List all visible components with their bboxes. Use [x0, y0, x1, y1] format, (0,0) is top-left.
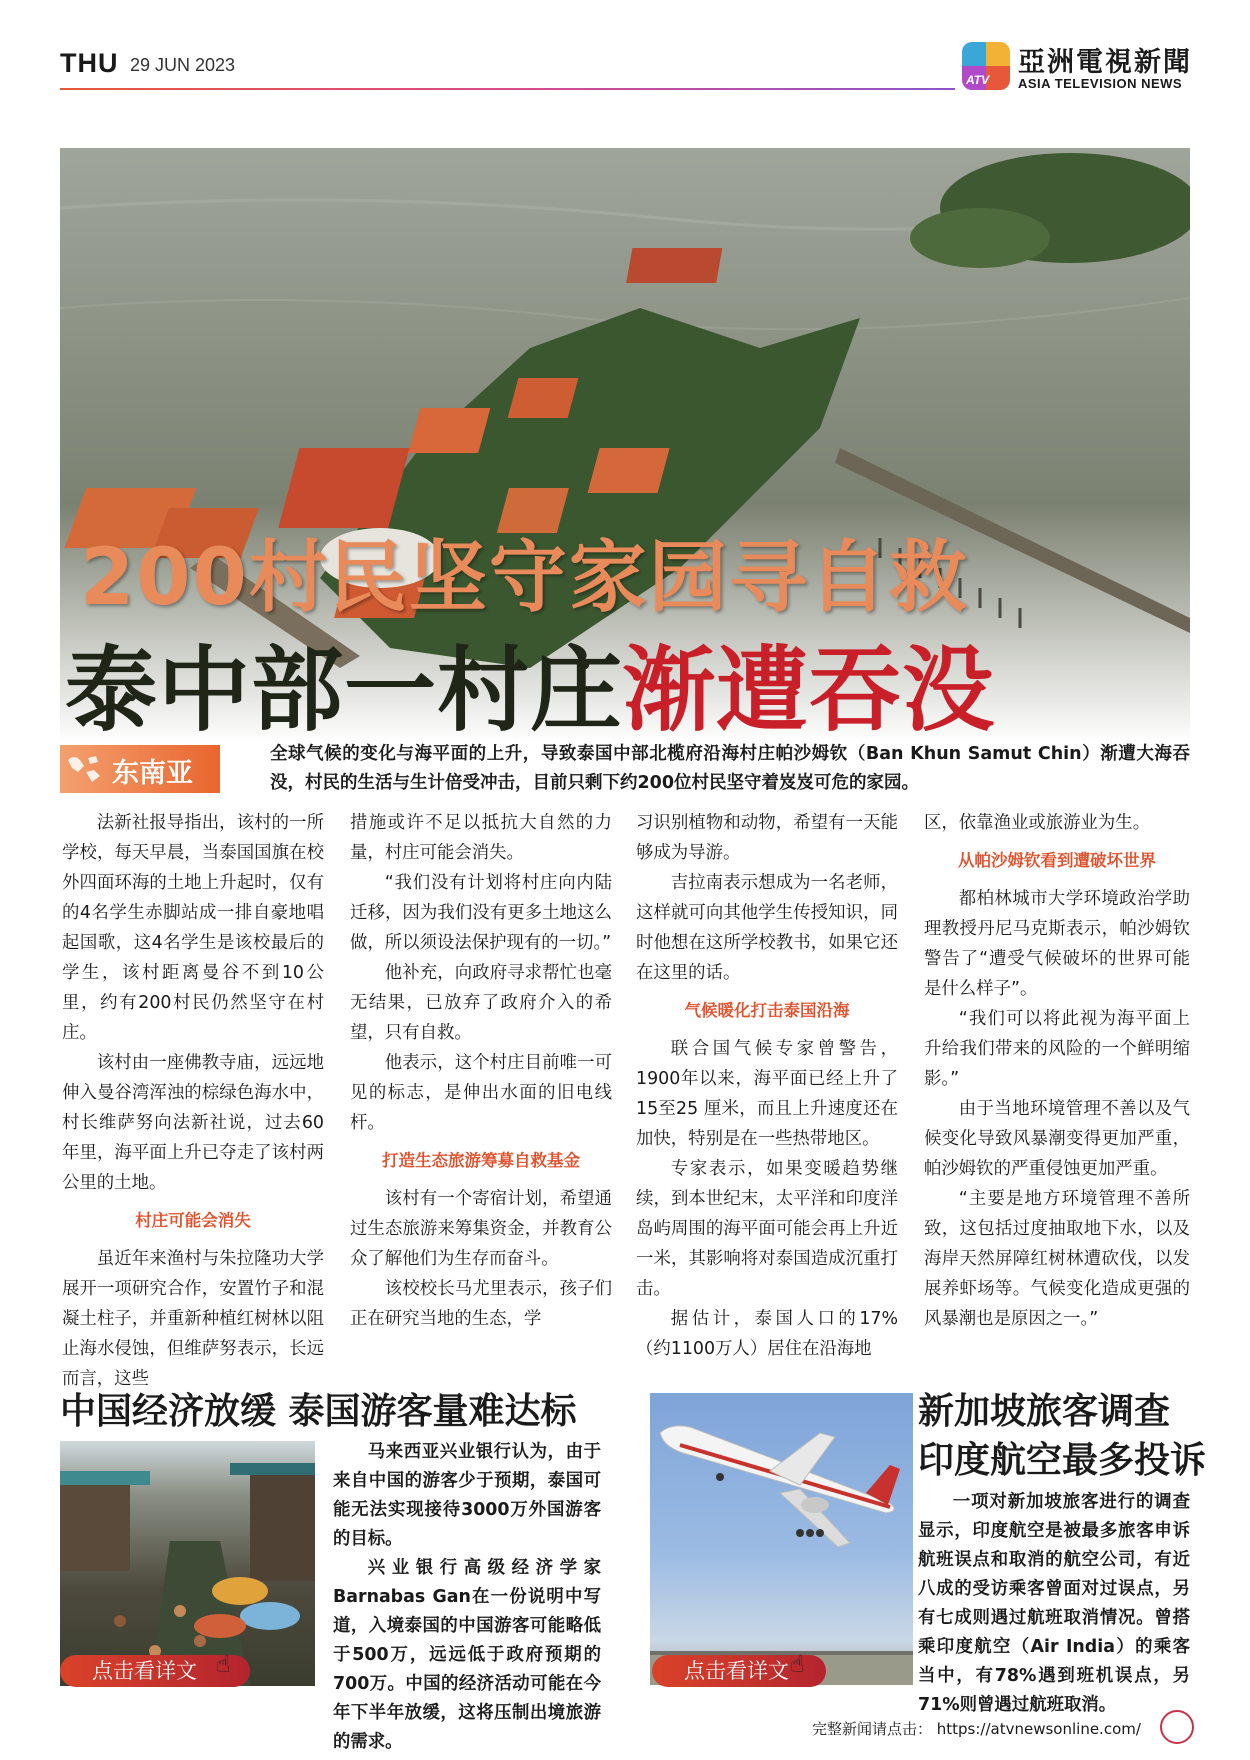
paragraph: 他表示，这个村庄目前唯一可见的标志，是伸出水面的旧电线杆。 — [350, 1053, 612, 1133]
headline-main-dark: 泰中部一村庄 — [65, 637, 624, 744]
globe-icon — [1160, 1710, 1194, 1744]
paragraph: 一项对新加坡旅客进行的调查显示，印度航空是被最多旅客申诉航班误点和取消的航空公司，有近八成的受访乘客曾面对过误点，另有七成则遇过航班取消情况。曾搭乘印度航空（Air India）的乘客当中，有78%遇到班机误点，另71%则曾遇过航班取消。 — [918, 1492, 1190, 1715]
headline-main-red: 渐遭吞没 — [623, 637, 996, 744]
story3-body — [918, 1488, 1190, 1720]
subheading: 从帕沙姆钦看到遭破坏世界 — [958, 851, 1156, 870]
paragraph: 吉拉南表示想成为一名老师，这样就可向其他学生传授知识，同时他想在这所学校教书，如果它还在这里的话。 — [636, 873, 898, 983]
story3-title-line1: 新加坡旅客调查 — [918, 1391, 1171, 1432]
paragraph: 联合国气候专家曾警告，1900年以来，海平面已经上升了15至25 厘米，而且上升速度还在加快，特别是在一些热带地区。 — [636, 1039, 898, 1149]
paragraph: 专家表示，如果变暖趋势继续，到本世纪末，太平洋和印度洋岛屿周围的海平面可能会再上升近一米，其影响将对泰国造成沉重打击。 — [636, 1159, 898, 1299]
story2-read-more-button[interactable]: 点击看详文 — [60, 1655, 250, 1687]
paragraph: 该村有一个寄宿计划，希望通过生态旅游来筹集资金，并教育公众了解他们为生存而奋斗。 — [350, 1189, 612, 1269]
lead-paragraph: 全球气候的变化与海平面的上升，导致泰国中部北榄府沿海村庄帕沙姆钦（Ban Khun Samut Chin）渐遭大海吞没，村民的生活与生计倍受冲击，目前只剩下约200位村民坚守着岌岌可危的家园。 — [270, 744, 1190, 793]
story3-read-more-button[interactable]: 点击看详文 — [652, 1655, 826, 1687]
paragraph: 马来西亚兴业银行认为，由于来自中国的游客少于预期，泰国可能无法实现接待3000万外国游客的目标。 — [333, 1442, 601, 1549]
logo-title-cn: 亞洲電視新聞 — [1018, 47, 1192, 78]
subheading: 村庄可能会消失 — [135, 1211, 251, 1230]
paragraph: 虽近年来渔村与朱拉隆功大学展开一项研究合作，安置竹子和混凝土柱子，并重新种植红树林以阻止海水侵蚀，但维萨努表示，长远而言，这些 — [62, 1249, 324, 1389]
article-column-2 — [350, 808, 612, 1334]
article-column-4 — [924, 808, 1190, 1334]
paragraph: 习识别植物和动物，希望有一天能够成为导游。 — [636, 813, 898, 863]
paragraph: 由于当地环境管理不善以及气候变化导致风暴潮变得更加严重，帕沙姆钦的严重侵蚀更加严重。 — [924, 1099, 1190, 1179]
subheading: 打造生态旅游筹募自救基金 — [382, 1151, 580, 1170]
article-column-3 — [636, 808, 898, 1364]
story2-body — [333, 1438, 601, 1757]
hand-pointer-icon: ☝ — [216, 1650, 231, 1678]
headline-top: 200村民坚守家园寻自救 — [80, 533, 969, 623]
paragraph: 都柏林城市大学环境政治学助理教授丹尼马克斯表示，帕沙姆钦警告了“遭受气候破坏的世界可能是什么样子”。 — [924, 889, 1190, 999]
logo-short: ATV — [966, 73, 990, 87]
paragraph: “主要是地方环境管理不善所致，这包括过度抽取地下水，以及海岸天然屏障红树林遭砍伐，以发展养虾场等。气候变化造成更强的风暴潮也是原因之一。” — [924, 1189, 1190, 1329]
air-india-plane-photo — [650, 1393, 913, 1685]
logo-title-en: ASIA TELEVISION NEWS — [1018, 76, 1183, 91]
paragraph: “我们没有计划将村庄向内陆迁移，因为我们没有更多土地这么做，所以须设法保护现有的一切。” — [350, 873, 612, 953]
paragraph: 该校校长马尤里表示，孩子们正在研究当地的生态，学 — [350, 1279, 612, 1329]
date-label: 29 JUN 2023 — [130, 55, 236, 75]
paragraph: “我们可以将此视为海平面上升给我们带来的风险的一个鲜明缩影。” — [924, 1009, 1190, 1089]
headline-main — [65, 617, 995, 749]
paragraph: 该村由一座佛教寺庙，远远地伸入曼谷湾浑浊的棕绿色海水中，村长维萨努向法新社说，过去60年里，海平面上升已夺走了该村两公里的土地。 — [62, 1053, 324, 1193]
paragraph: 法新社报导指出，该村的一所学校，每天早晨，当泰国国旗在校外四面环海的土地上升起时，仅有的4名学生赤脚站成一排自豪地唱起国歌，这4名学生是该校最后的学生，该村距离曼谷不到10公里，约有200村民仍然坚守在村庄。 — [62, 813, 324, 1043]
day-label: THU — [60, 48, 119, 78]
article-column-1 — [62, 808, 324, 1394]
paragraph: 措施或许不足以抵抗大自然的力量，村庄可能会消失。 — [350, 813, 612, 863]
floating-market-photo — [60, 1441, 315, 1686]
floating-market-illustration — [60, 1441, 315, 1686]
footer-link[interactable]: 完整新闻请点击： https://atvnewsonline.com/ — [812, 1720, 1141, 1738]
story2-title: 中国经济放缓 泰国游客量难达标 — [60, 1391, 577, 1432]
region-tag-label: 东南亚 — [112, 758, 193, 789]
airplane-illustration — [650, 1393, 913, 1685]
story3-title-line2: 印度航空最多投诉 — [918, 1440, 1207, 1481]
hand-pointer-icon: ☝ — [790, 1650, 805, 1678]
header-rule — [60, 88, 955, 90]
paragraph: 区，依靠渔业或旅游业为生。 — [924, 813, 1151, 833]
paragraph: 兴业银行高级经济学家Barnabas Gan在一份说明中写道，入境泰国的中国游客可能略低于500万，远远低于政府预期的700万。中国的经济活动可能在今年下半年放缓，这将压制出境旅游的需求。 — [333, 1558, 601, 1752]
paragraph: 他补充，向政府寻求帮忙也毫无结果，已放弃了政府介入的希望，只有自救。 — [350, 963, 612, 1043]
subheading: 气候暖化打击泰国沿海 — [684, 1001, 850, 1020]
paragraph: 据估计，泰国人口的17%（约1100万人）居住在沿海地 — [636, 1309, 898, 1359]
map-icon — [64, 750, 108, 788]
